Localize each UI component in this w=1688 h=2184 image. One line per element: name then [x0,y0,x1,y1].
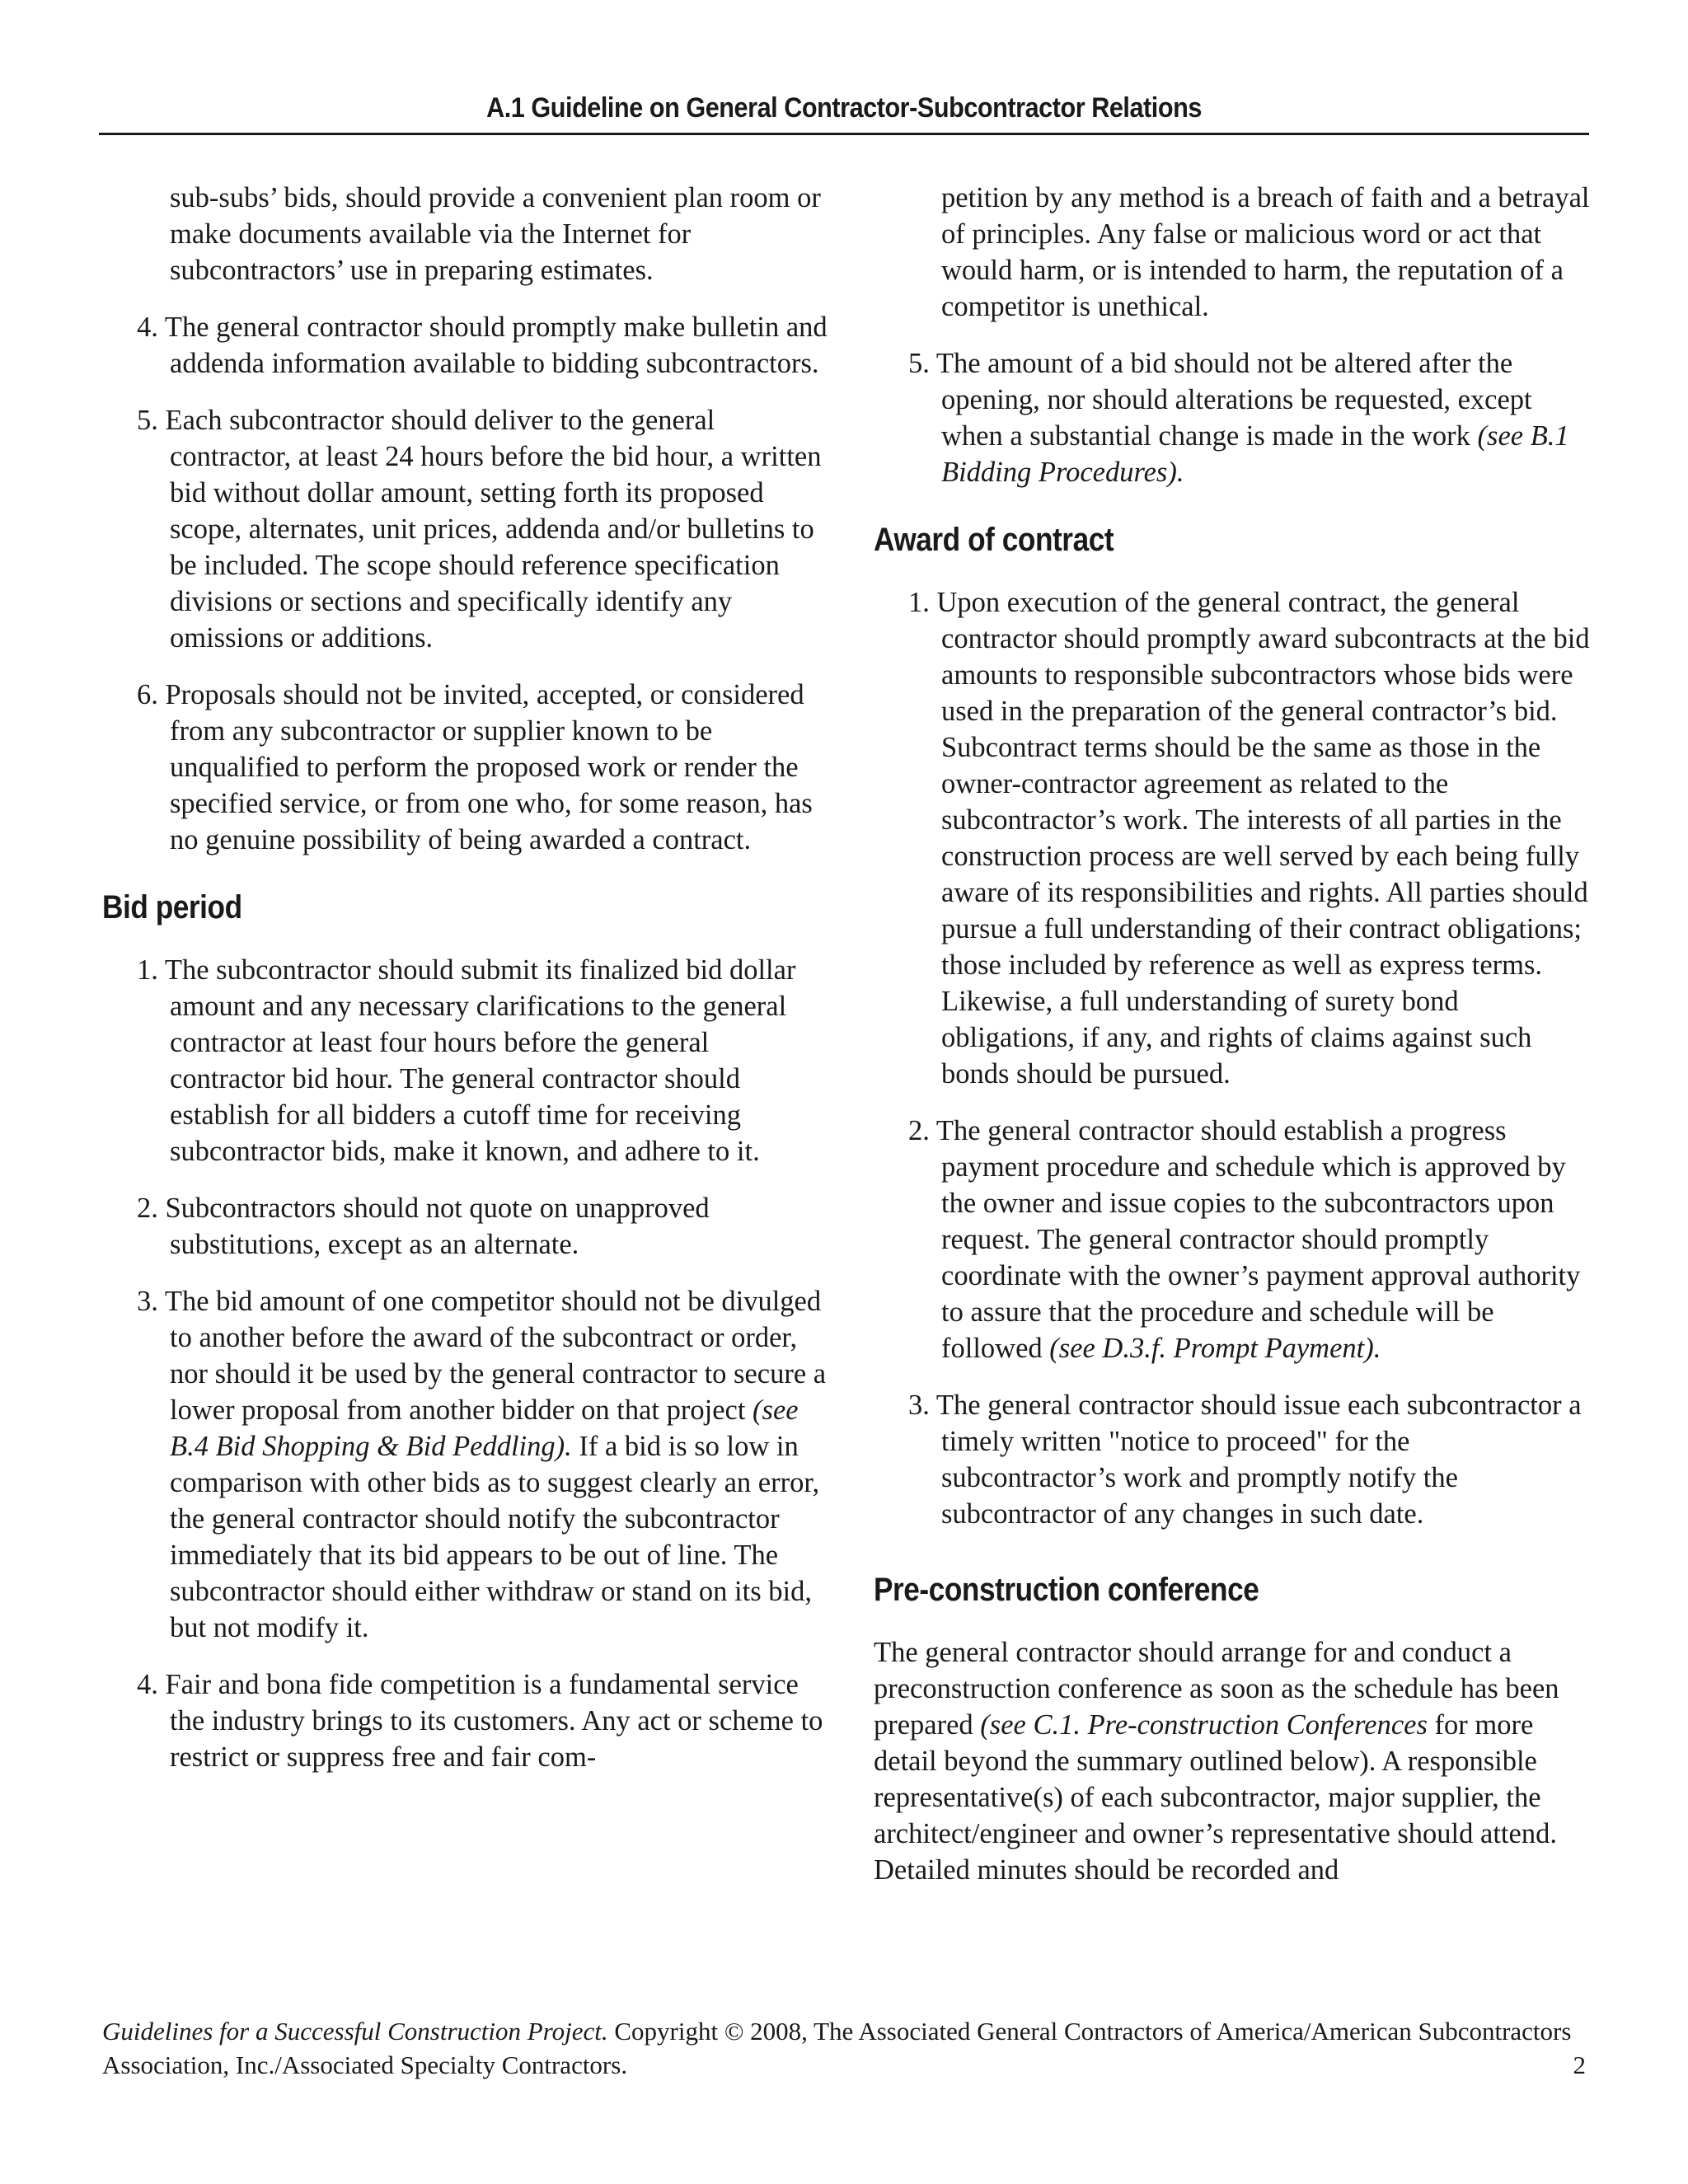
list-item [102,1190,828,1263]
list-item [102,952,828,1169]
list-item-text: Upon execution of the general contract, the general contractor should promptly award subcontracts at the bid amounts to responsible subcontractors whose bids were used in the preparation of the general contractor’s bid. Subcontract terms should be the same as those in the owner-contractor agreement as related to the subcontractor’s work. The interests of all parties in the construction process are well served by each being fully aware of its responsibilities and rights. All parties should pursue a full understanding of their contract obligations; those included by reference as well as express terms. Likewise, a full understanding of surety bond obligations, if any, and rights of claims against such bonds should be pursued. [936,587,1590,1090]
section-heading-bid-period: Bid period [102,889,242,926]
list-item-text: Each subcontractor should deliver to the general contractor, at least 24 hours before the bid hour, a written bid without dollar amount, setting forth its proposed scope, alternates, unit prices, addenda and/or bulletins to be included. The scope should reference specification divisions or sections and specifically identify any omissions or additions. [165,405,822,654]
list-item-number: 3. [908,1390,930,1421]
list-item-number: 5. [908,348,930,379]
list-item [102,677,828,858]
list-item-number: 1. [137,954,158,986]
list-item [102,1666,828,1775]
list-item-continuation [874,180,1591,325]
cross-reference: (see D.3.f. Prompt Payment). [1049,1333,1381,1364]
list-item [874,1387,1591,1532]
section-heading-award-of-contract: Award of contract [874,522,1114,558]
paragraph-text: The general contractor should arrange for and conduct a preconstruction conference as soon as the schedule has been prepared [874,1637,1559,1741]
list-item-text: The amount of a bid should not be altered after the opening, nor should alterations be requested, except when a substantial change is made in the work [935,348,1532,452]
list-item-text: Fair and bona fide competition is a fundamental service the industry brings to its customers. Any act or scheme to restrict or suppress free and fair com- [165,1669,823,1773]
footer-copyright: Copyright © 2008, The Associated General Contractors of America/American Subcontractors Association, Inc./Associated Specialty Contractors. [102,2017,1572,2079]
list-item-text: The general contractor should establish a progress payment procedure and schedule which is approved by the owner and issue copies to the subcontractors upon request. The general contractor should promptly coordinate with the owner’s payment approval authority to assure that the procedure and schedule will be followed [935,1115,1581,1364]
list-item-number: 4. [137,312,158,343]
list-item-text: petition by any method is a breach of faith and a betrayal of principles. Any false or malicious word or act that would harm, or is intended to harm, the reputation of a competitor is unethical. [941,182,1590,322]
page-number: 2 [1573,2050,1586,2079]
list-item-number: 5. [137,405,158,436]
list-item-continuation [102,180,828,288]
list-item-text: Subcontractors should not quote on unapproved substitutions, except as an alternate. [165,1193,710,1260]
cross-reference: (see B.4 Bid Shopping & Bid Peddling). [170,1394,799,1462]
left-column [102,180,828,1796]
list-item-number: 2. [137,1193,158,1224]
paragraph [874,1634,1591,1888]
list-item-number: 2. [908,1115,930,1146]
list-item-text: The subcontractor should submit its finalized bid dollar amount and any necessary clarifications to the general contractor at least four hours before the general contractor bid hour. The general contractor should establish for all bidders a cutoff time for receiving subcontractor bids, make it known, and adhere to it. [164,954,796,1167]
list-item-number: 1. [908,587,930,618]
right-column [874,180,1591,1909]
list-item-text: Proposals should not be invited, accepted, or considered from any subcontractor or supplier known to be unqualified to perform the proposed work or render the specified service, or from one who, for some reason, has no genuine possibility of being awarded a contract. [165,679,813,855]
cross-reference: (see B.1 Bidding Procedures). [941,420,1569,488]
paragraph-text: for more detail beyond the summary outlined below). A responsible representative(s) of each subcontractor, major supplier, the architect/engineer and owner’s representative should attend. Detailed minutes should be recorded and [874,1709,1557,1886]
list-item [874,1113,1591,1366]
list-item-text: If a bid is so low in comparison with other bids as to suggest clearly an error, the general contractor should notify the subcontractor immediately that its bid appears to be out of line. The subcontractor should either withdraw or stand on its bid, but not modify it. [170,1431,820,1643]
list-item [102,402,828,656]
footer-publication-title: Guidelines for a Successful Construction Project. [102,2017,608,2046]
section-heading-pre-construction-conference: Pre-construction conference [874,1572,1259,1608]
list-item-number: 6. [137,679,158,710]
list-item [874,345,1591,490]
cross-reference: (see C.1. Pre-construction Conferences [980,1709,1428,1741]
page-footer [102,2014,1586,2082]
list-item [102,1283,828,1646]
list-item-text: The general contractor should issue each subcontractor a timely written "notice to proceed" for the subcontractor’s work and promptly notify the subcontractor of any changes in such date. [935,1390,1582,1530]
list-item-number: 4. [137,1669,158,1700]
header-rule [99,133,1589,135]
list-item-text: The bid amount of one competitor should not be divulged to another before the award of the subcontract or order, nor should it be used by the general contractor to secure a lower proposal from another bidder on that project [164,1286,827,1426]
list-item [102,309,828,382]
running-header: A.1 Guideline on General Contractor-Subcontractor Relations [486,92,1202,124]
list-item-text: sub-subs’ bids, should provide a convenient plan room or make documents available via the Internet for subcontractors’ use in preparing estimates. [170,182,821,286]
list-item-text: The general contractor should promptly make bulletin and addenda information available to bidding subcontractors. [164,312,828,379]
list-item-number: 3. [137,1286,158,1317]
list-item [874,584,1591,1092]
